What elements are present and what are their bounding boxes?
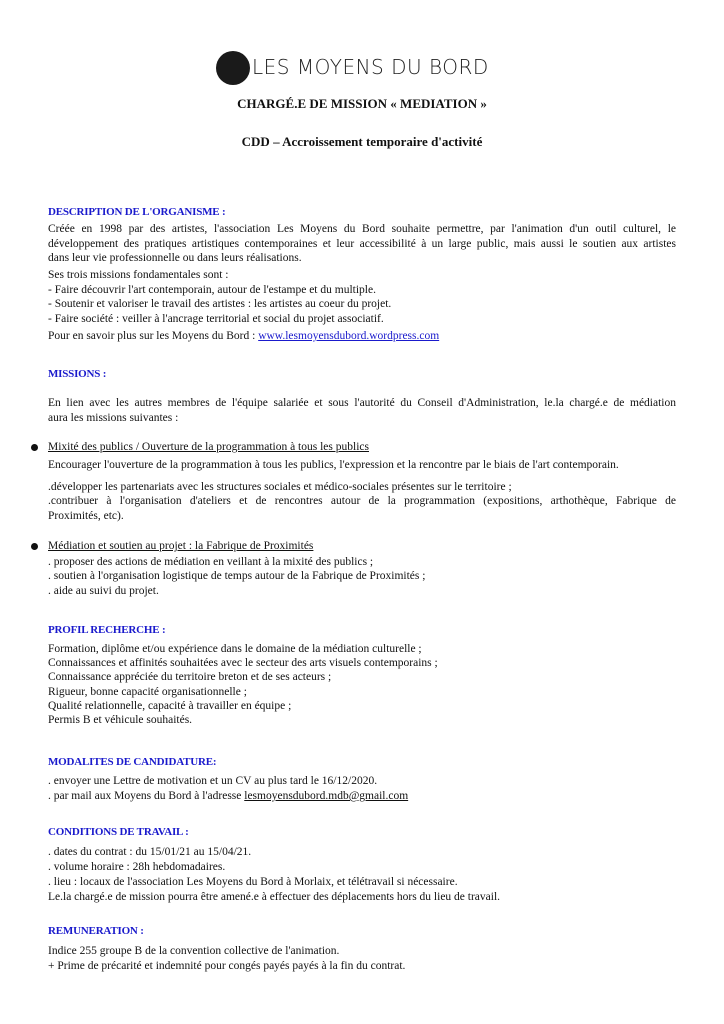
bullet-icon bbox=[31, 543, 38, 550]
website-link[interactable]: www.lesmoyensdubord.wordpress.com bbox=[258, 330, 440, 342]
profil-item: Rigueur, bonne capacité organisationnelle ; bbox=[48, 686, 247, 698]
candidature-text: . par mail aux Moyens du Bord à l'adresse bbox=[48, 790, 245, 802]
bullet2-item: . proposer des actions de médiation en veillant à la mixité des publics ; bbox=[48, 556, 374, 568]
bullet1-item: .contribuer à l'organisation d'ateliers et de rencontres autour de la programmation (expositions, arthothèque, Fabrique de bbox=[48, 495, 676, 507]
mission-item: - Faire société : veiller à l'ancrage territorial et social du projet associatif. bbox=[48, 313, 384, 325]
page-title: CHARGÉ.E DE MISSION « MEDIATION » bbox=[237, 96, 487, 111]
bullet1-text: Encourager l'ouverture de la programmation à tous les publics, l'expression et la rencontre par le biais de l'art contemporain. bbox=[48, 459, 619, 471]
description-line: Créée en 1998 par des artistes, l'association Les Moyens du Bord souhaite permettre, par l'animation d'un outil culturel, le bbox=[48, 223, 676, 235]
profil-item: Formation, diplôme et/ou expérience dans le domaine de la médiation culturelle ; bbox=[48, 643, 422, 655]
email-link[interactable]: lesmoyensdubord.mdb@gmail.com bbox=[244, 790, 409, 802]
heading-conditions: CONDITIONS DE TRAVAIL : bbox=[48, 826, 189, 838]
missions-intro-line: En lien avec les autres membres de l'équipe salariée et sous l'autorité du Conseil d'Administration, le.la chargé.e de médiation bbox=[48, 397, 676, 409]
remuneration-item: + Prime de précarité et indemnité pour congés payés payés à la fin du contrat. bbox=[48, 960, 406, 972]
missions-intro-line: aura les missions suivantes : bbox=[48, 412, 179, 424]
profil-item: Connaissances et affinités souhaitées avec le secteur des arts visuels contemporains ; bbox=[48, 657, 438, 669]
profil-item: Qualité relationnelle, capacité à travailler en équipe ; bbox=[48, 700, 292, 712]
logo-icon bbox=[216, 51, 250, 85]
mission-item: - Soutenir et valoriser le travail des artistes : les artistes au coeur du projet. bbox=[48, 298, 392, 310]
bullet1-item: Proximités, etc). bbox=[48, 510, 124, 522]
page-subtitle: CDD – Accroissement temporaire d'activité bbox=[241, 134, 483, 149]
conditions-item: Le.la chargé.e de mission pourra être amené.e à effectuer des déplacements hors du lieu de travail. bbox=[48, 891, 501, 903]
heading-profil: PROFIL RECHERCHE : bbox=[48, 624, 166, 636]
remuneration-item: Indice 255 groupe B de la convention collective de l'animation. bbox=[48, 945, 340, 957]
conditions-item: . volume horaire : 28h hebdomadaires. bbox=[48, 861, 226, 873]
conditions-item: . dates du contrat : du 15/01/21 au 15/04/21. bbox=[48, 846, 252, 858]
profil-item: Permis B et véhicule souhaités. bbox=[48, 714, 193, 726]
heading-candidature: MODALITES DE CANDIDATURE: bbox=[48, 756, 217, 768]
description-line: dans leur vie professionnelle ou dans leurs réalisations. bbox=[48, 252, 302, 264]
more-info-text: Pour en savoir plus sur les Moyens du Bord : bbox=[48, 330, 259, 342]
candidature-line: . envoyer une Lettre de motivation et un CV au plus tard le 16/12/2020. bbox=[48, 775, 378, 787]
bullet2-item: . soutien à l'organisation logistique de temps autour de la Fabrique de Proximités ; bbox=[48, 570, 426, 582]
missions-intro: Ses trois missions fondamentales sont : bbox=[48, 269, 229, 281]
bullet-icon bbox=[31, 444, 38, 451]
candidature-line bbox=[48, 789, 408, 803]
more-info bbox=[48, 329, 439, 343]
logo-text: LES MOYENS DU BORD bbox=[252, 55, 489, 79]
heading-remuneration: REMUNERATION : bbox=[48, 925, 144, 937]
bullet2-title: Médiation et soutien au projet : la Fabrique de Proximités bbox=[48, 540, 314, 552]
bullet2-item: . aide au suivi du projet. bbox=[48, 585, 159, 597]
profil-item: Connaissance appréciée du territoire breton et de ses acteurs ; bbox=[48, 671, 332, 683]
bullet1-item: .développer les partenariats avec les structures sociales et médico-sociales présentes sur le territoire ; bbox=[48, 481, 512, 493]
heading-description: DESCRIPTION DE L'ORGANISME : bbox=[48, 206, 226, 218]
mission-item: - Faire découvrir l'art contemporain, autour de l'estampe et du multiple. bbox=[48, 284, 376, 296]
heading-missions: MISSIONS : bbox=[48, 368, 107, 380]
conditions-item: . lieu : locaux de l'association Les Moyens du Bord à Morlaix, et télétravail si nécessaire. bbox=[48, 876, 458, 888]
description-line: développement des pratiques artistiques contemporaines et leur accessibilité à un large public, mais aussi le soutien aux artistes bbox=[48, 238, 676, 250]
bullet1-title: Mixité des publics / Ouverture de la programmation à tous les publics bbox=[48, 441, 369, 453]
